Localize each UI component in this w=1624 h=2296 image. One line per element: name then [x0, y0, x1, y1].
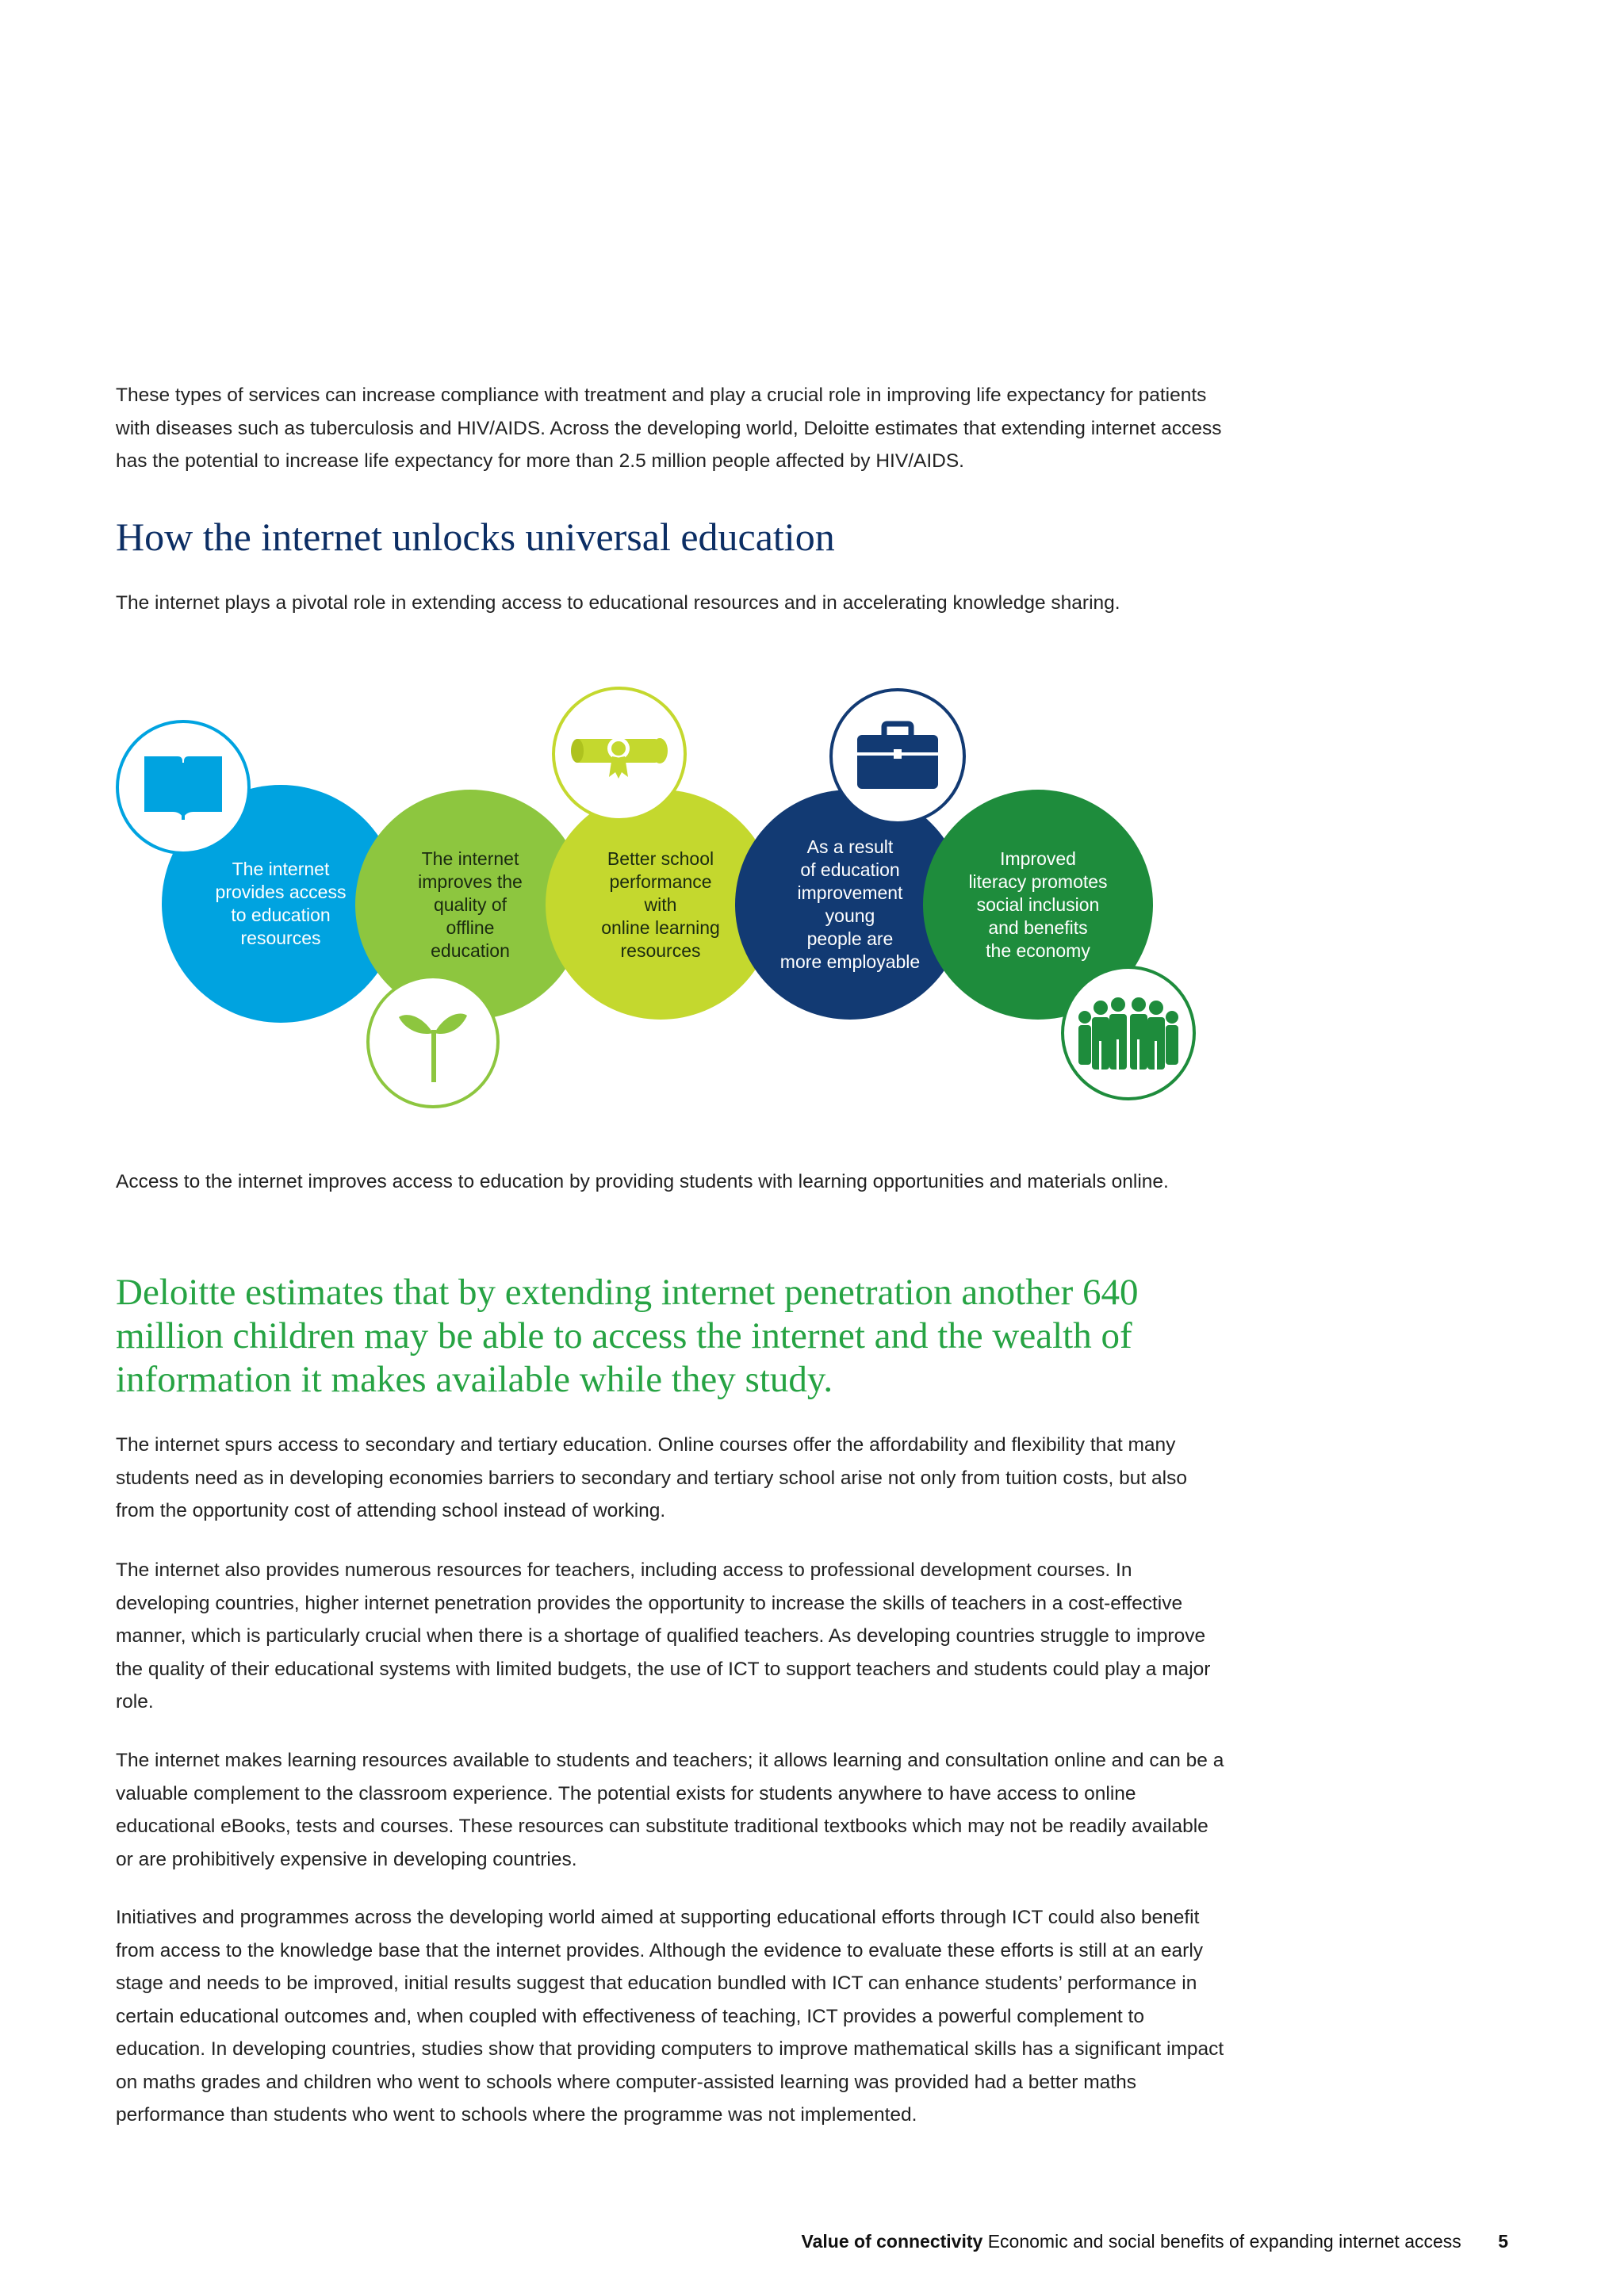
briefcase-icon-ring — [829, 688, 966, 825]
pull-quote: Deloitte estimates that by extending internet penetration another 640 million children may be able to access the internet and the wealth of information it makes available while they study. — [116, 1272, 1139, 1400]
sprout-icon-ring — [366, 975, 500, 1108]
benefit-circle-label — [780, 836, 920, 974]
circle-label-line: to education — [231, 905, 331, 925]
circle-label-line: performance — [609, 871, 712, 892]
benefit-circle-label — [418, 848, 523, 962]
benefit-circle-label — [601, 848, 720, 962]
paragraph-ict-initiatives: Initiatives and programmes across the developing world aimed at supporting educational efforts through ICT could also benefit from access to the knowledge base that the internet provides. Although the evidence to evaluate these efforts is still at an early stage and needs to be improved, initial results suggest that education bundled with ICT can enhance students’ performance in certain educational outcomes and, when coupled with effectiveness of teaching, ICT provides a powerful complement to education. In developing countries, studies show that providing computers to improve mathematical skills has a significant impact on maths grades and children who went to schools where computer-assisted learning was provided had a better maths performance than students who went to schools where the programme was not implemented. — [116, 1907, 1224, 2126]
circle-label-line: young — [825, 905, 875, 926]
section-heading: How the internet unlocks universal education — [116, 515, 835, 559]
publication-title: Value of connectivity — [801, 2231, 983, 2252]
sprout-icon — [397, 998, 469, 1085]
open-book-icon-ring — [116, 720, 251, 855]
circle-label-line: with — [644, 894, 677, 915]
circle-label-line: the economy — [986, 939, 1090, 961]
open-book-icon — [140, 752, 227, 823]
paragraph-secondary-education: The internet spurs access to secondary and tertiary education. Online courses offer the affordability and flexibility that many students need as in developing economies barriers to secondary and tertiary school arise not only from tuition costs, but also from the opportunity cost of attending school instead of working. — [116, 1434, 1187, 1521]
circle-label-line: people are — [806, 928, 894, 949]
paragraph-learning-resources: The internet makes learning resources available to students and teachers; it allows learning and consultation online and can be a valuable complement to the classroom experience. The potential exists for students anywhere to have access to online educational eBooks, tests and courses. These resources can substitute traditional textbooks which may not be readily available or are prohibitively expensive in developing countries. — [116, 1750, 1224, 1870]
circle-label-line: improvement — [797, 882, 903, 903]
circle-label-line: offline — [446, 916, 495, 938]
circle-label-line: provides access — [215, 882, 347, 902]
circle-label-line: resources — [240, 928, 321, 948]
intro-paragraph: These types of services can increase compliance with treatment and play a crucial role in improving life expectancy for patients with diseases such as tuberculosis and HIV/AIDS. Across the developing world, Deloitte estimates that extending internet access has the potential to increase life expectancy for more than 2.5 million people affected by HIV/AIDS. — [116, 385, 1222, 472]
circle-label-line: The internet — [421, 848, 519, 869]
circle-label-line: quality of — [433, 894, 508, 915]
circle-label-line: literacy promotes — [968, 871, 1108, 892]
benefit-circle-label — [968, 848, 1107, 962]
diploma-scroll-icon-ring — [552, 687, 687, 821]
circle-label-line: Better school — [607, 848, 714, 869]
briefcase-icon — [854, 721, 941, 792]
circle-label-line: more employable — [779, 951, 921, 972]
education-infographic — [111, 674, 1205, 1110]
section-intro-paragraph: The internet plays a pivotal role in extending access to educational resources and in accelerating knowledge sharing. — [116, 592, 1120, 614]
circle-label-line: As a result — [806, 836, 894, 857]
people-group-icon — [1077, 993, 1180, 1073]
paragraph-teachers: The internet also provides numerous resources for teachers, including access to professional development courses. In developing countries, higher internet penetration provides the opportunity to increase the skills of teachers in a cost-effective manner, which is particularly crucial when there is a shortage of qualified teachers. As developing countries struggle to improve the quality of their educational systems with limited budgets, the use of ICT to support teachers and students could play a major role. — [116, 1559, 1211, 1712]
post-infographic-paragraph: Access to the internet improves access to education by providing students with learning opportunities and materials online. — [116, 1171, 1169, 1192]
benefit-circle-label — [216, 858, 347, 950]
diploma-scroll-icon — [568, 726, 671, 782]
circle-label-line: of education — [800, 859, 900, 880]
people-group-icon-ring — [1061, 966, 1196, 1100]
circle-label-line: Improved — [1000, 848, 1076, 869]
page-footer — [802, 2231, 1508, 2252]
circle-label-line: social inclusion — [976, 894, 1100, 915]
circle-label-line: online learning — [601, 916, 720, 938]
circle-label-line: The internet — [232, 859, 330, 879]
page-number: 5 — [1498, 2231, 1508, 2252]
circle-label-line: and benefits — [988, 916, 1088, 938]
circle-label-line: improves the — [418, 871, 523, 892]
publication-subtitle: Economic and social benefits of expanding internet access — [987, 2231, 1461, 2252]
circle-label-line: resources — [620, 939, 701, 961]
circle-label-line: education — [431, 939, 510, 961]
